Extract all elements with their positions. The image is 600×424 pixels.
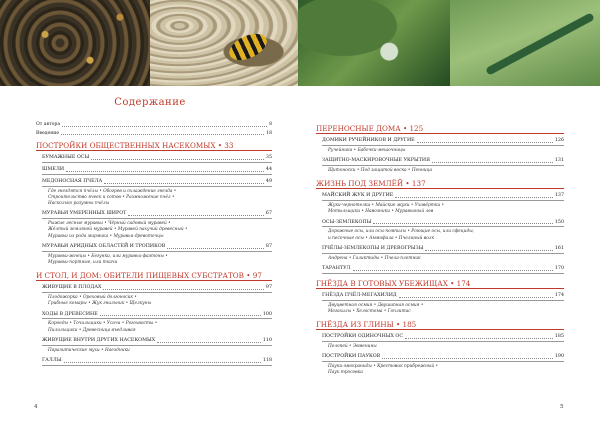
leader-dots — [417, 142, 553, 143]
toc-subitems — [48, 295, 272, 307]
toc-subitem-line: Двуцветная осмия • Двушипная осмия • — [328, 302, 424, 308]
toc-subitem-line: Пауки-эмокраниды • Крестовик прибрежный • — [328, 364, 439, 370]
toc-section-heading — [36, 142, 272, 151]
toc-subitem-line: Рыжие лесные муравьи • Чёрный садовый муравей • — [48, 221, 171, 227]
toc-subsection — [322, 194, 564, 201]
toc-subitem-line: Пилильщики • Древесница въедливая — [48, 327, 136, 333]
section-bullet: • — [243, 271, 253, 281]
leader-dots — [100, 315, 261, 316]
section-title: ГНЁЗДА В ГОТОВЫХ УБЕЖИЩАХ — [316, 278, 448, 288]
toc-subsection — [322, 355, 564, 362]
toc-subsection — [322, 221, 564, 228]
toc-subitems — [48, 221, 272, 240]
leader-dots — [91, 159, 264, 160]
section-title: И СТОЛ, И ДОМ: ОБИТЕЛИ ПИЩЕВЫХ СУБСТРАТОВ — [36, 271, 244, 281]
toc-subitem-line: Муравьи-жнецы • Бегунки, или муравьи-фаэтоны • — [48, 253, 168, 259]
toc-entry-page: 67 — [265, 211, 272, 217]
toc-subitems — [48, 254, 272, 266]
toc-section-heading — [316, 125, 564, 134]
leader-dots — [62, 126, 267, 127]
section-page: 185 — [402, 320, 417, 330]
toc-subitems — [48, 189, 272, 208]
bees-photo — [0, 0, 150, 86]
section-title: ЖИЗНЬ ПОД ЗЕМЛЁЙ — [316, 179, 404, 189]
toc-left-column — [36, 119, 272, 366]
toc-entry-label: От автора — [36, 122, 61, 127]
leader-dots — [405, 338, 553, 339]
toc-entry-label: ХОДЫ В ДРЕВЕСИНЕ — [42, 311, 98, 317]
leader-dots — [103, 289, 264, 290]
toc-subitem-line: Андрена • Галиктиды • Пчела-плотник — [328, 255, 421, 261]
toc-subsection — [322, 159, 564, 166]
toc-subitems — [328, 229, 564, 241]
toc-subitem-line: Паразитические мухи • Наездники — [48, 347, 130, 353]
toc-entry-page: 161 — [554, 245, 564, 251]
toc-subitem-line: Ручейники • Бабочки-мешочницы — [328, 148, 406, 153]
toc-subitems — [48, 348, 272, 354]
toc-entry-page: 18 — [266, 130, 272, 136]
page-number-right: 5 — [560, 404, 564, 410]
leader-dots — [104, 183, 264, 184]
toc-subitem-line: Насколько разумны пчёлы — [48, 201, 110, 207]
toc-subitem-line: Муравьи из рода мирмика • Муравьи-древоточцы — [48, 233, 164, 239]
leader-dots — [128, 215, 264, 216]
toc-subitem-line: Где гнездятся пчёлы • Обогрев и охлаждение гнезда • — [48, 188, 177, 194]
toc-entry-label: ПЧЁЛЫ-ЗЕМЛЕКОПЫ И ДРЕВОГРЫЗЫ — [322, 245, 424, 251]
leader-dots — [382, 358, 553, 359]
toc-subsection — [42, 180, 272, 187]
leader-dots — [157, 342, 261, 343]
leader-dots — [373, 223, 552, 224]
leader-dots — [399, 297, 553, 298]
toc-subsection — [322, 294, 564, 301]
toc-subsection — [42, 339, 272, 346]
toc-entry-label: МАЙСКИЙ ЖУК И ДРУГИЕ — [322, 193, 394, 199]
wasp-icon — [225, 29, 271, 66]
toc-entry-label: БУМАЖНЫЕ ОСЫ — [42, 155, 90, 161]
toc-subsection — [322, 335, 564, 342]
toc-entry-label: Введение — [36, 130, 60, 136]
toc-subitems — [328, 364, 564, 376]
section-bullet: • — [403, 179, 412, 189]
toc-entry-label: ПОСТРОЙКИ ОДИНОЧНЫХ ОС — [322, 334, 404, 340]
toc-section-heading — [36, 272, 272, 281]
toc-entry-page: 87 — [265, 243, 272, 249]
toc-subsection — [42, 359, 272, 366]
toc-entry-page: 35 — [265, 155, 272, 161]
leader-dots — [64, 362, 261, 363]
section-page: 97 — [252, 271, 262, 281]
toc-entry-label: МЕДОНОСНАЯ ПЧЕЛА — [42, 178, 103, 184]
toc-entry-page: 131 — [554, 158, 564, 164]
toc-entry — [36, 123, 272, 128]
toc-subsection — [42, 286, 272, 293]
toc-subitems — [328, 168, 564, 174]
section-page: 125 — [409, 124, 424, 133]
toc-entry-label: ЗАЩИТНО-МАСКИРОВОЧНЫЕ УКРЫТИЯ — [322, 158, 430, 164]
toc-subitem-line: Короеды • Точильщики • Усачи • Рогохвосты • — [48, 321, 158, 327]
toc-entry-page: 170 — [554, 265, 564, 271]
toc-title: Содержание — [114, 97, 186, 108]
page-number-left: 4 — [34, 404, 38, 410]
toc-subsection — [42, 156, 272, 163]
toc-entry-page: 97 — [265, 285, 272, 291]
section-bullet: • — [215, 141, 225, 151]
leader-dots — [425, 250, 553, 251]
toc-subsection — [322, 247, 564, 254]
toc-entry-page: 44 — [265, 167, 272, 173]
toc-entry-page: 137 — [554, 193, 564, 199]
toc-entry-label: МУРАВЬИ АРИДНЫХ ОБЛАСТЕЙ И ТРОПИКОВ — [42, 243, 166, 249]
toc-right-column — [316, 119, 564, 377]
toc-entry-label: ПОСТРОЙКИ ПАУКОВ — [322, 354, 381, 360]
toc-subitems — [328, 148, 564, 154]
toc-subsection — [42, 212, 272, 219]
toc-section-heading — [316, 321, 564, 330]
toc-entry-label: ЖИВУЩИЕ В ПЛОДАХ — [42, 285, 102, 291]
toc-entry-page: 118 — [262, 357, 272, 363]
toc-entry-label: ШМЕЛИ — [42, 167, 65, 173]
section-bullet: • — [447, 278, 457, 288]
leader-dots — [353, 270, 553, 271]
toc-entry-label: ГНЁЗДА ПЧЁЛ-МЕГАХИЛИД — [322, 292, 397, 298]
leader-dots — [395, 197, 553, 198]
leader-dots — [61, 134, 264, 135]
toc-section-heading — [316, 280, 564, 289]
section-title: ПОСТРОЙКИ ОБЩЕСТВЕННЫХ НАСЕКОМЫХ — [36, 141, 216, 151]
toc-subitem-line: Грибные комары • Жук гнильник • Щелкуны — [48, 301, 152, 307]
toc-entry-label: ДОМИКИ РУЧЕЙНИКОВ И ДРУГИЕ — [322, 138, 415, 144]
toc-entry-page: 190 — [554, 354, 564, 360]
toc-entry-label: ТАРАНТУЛ — [322, 265, 351, 271]
toc-entry-page: 174 — [554, 292, 564, 298]
leader-dots — [432, 162, 553, 163]
toc-entry — [36, 132, 272, 137]
toc-entry-page: 126 — [554, 138, 564, 144]
section-bullet: • — [393, 320, 403, 330]
toc-subitem-line: Щитоноски • Под защитой воска • Пенница — [328, 168, 433, 174]
toc-subitem-line: Строительство ячеек и сотов • Размножение пчёл • — [48, 195, 175, 200]
rolled-leaf-icon — [485, 12, 595, 75]
toc-subsection — [42, 168, 272, 175]
toc-subsection — [322, 267, 564, 274]
section-bullet: • — [400, 124, 410, 133]
leaf-roll-photo — [450, 0, 600, 86]
leader-dots — [167, 248, 264, 249]
toc-subitem-line: Мегахилы • Хелостома • Гоплитис — [328, 308, 411, 314]
toc-subitem-line: Плодожорка • Ореховый долгоносик • — [48, 295, 137, 301]
section-page: 174 — [456, 278, 471, 288]
toc-subitems — [48, 321, 272, 333]
toc-entry-page: 110 — [262, 337, 272, 343]
toc-subitem-line: Жуки-чернотелки • Майские жуки • Уховёртки • — [328, 203, 445, 209]
toc-subitem-line: Дорожные осы, или осы-помпилы • Роющие осы, или сфециды, — [328, 229, 475, 235]
toc-subitems — [328, 344, 564, 350]
toc-entry-page: 100 — [262, 311, 272, 317]
photo-strip — [0, 0, 600, 86]
spider-photo — [298, 0, 450, 86]
section-title: ГНЁЗДА ИЗ ГЛИНЫ — [316, 320, 394, 330]
toc-subitems — [328, 203, 564, 215]
wasp-nest-photo — [150, 0, 298, 86]
toc-subitems — [328, 256, 564, 262]
toc-subitem-line: Муравьи-портные, или ткачи — [48, 259, 118, 265]
toc-section-heading — [316, 180, 564, 189]
toc-subitem-line: и песочные осы • Аммофила • Пчелиный волк — [328, 235, 435, 241]
toc-subitem-line: Пелопей • Эвменины — [328, 344, 377, 350]
toc-entry-label: ОСЫ-ЗЕМЛЕКОПЫ — [322, 219, 372, 225]
toc-subitem-line: Жёлтый земляной муравей • Муравей пахучий древесный • — [48, 227, 188, 233]
toc-entry-page: 8 — [269, 122, 272, 127]
toc-entry-page: 185 — [554, 334, 564, 340]
toc-subsection — [42, 245, 272, 252]
section-title: ПЕРЕНОСНЫЕ ДОМА — [316, 124, 401, 133]
toc-entry-page: 49 — [265, 178, 272, 184]
toc-entry-page: 150 — [554, 219, 564, 225]
leader-dots — [66, 171, 264, 172]
toc-subitem-line: Паук тросовка — [328, 370, 363, 376]
toc-entry-label: МУРАВЬИ УМЕРЕННЫХ ШИРОТ — [42, 211, 127, 217]
toc-subsection — [322, 139, 564, 146]
toc-subsection — [42, 313, 272, 320]
toc-entry-label: ЖИВУЩИЕ ВНУТРИ ДРУГИХ НАСЕКОМЫХ — [42, 337, 156, 343]
section-page: 33 — [224, 141, 234, 151]
toc-subitem-line: Мотыльщики • Навозники • Муравьиный лев — [328, 209, 434, 215]
toc-subitems — [328, 303, 564, 315]
toc-entry-label: ГАЛЛЫ — [42, 357, 62, 363]
section-page: 137 — [411, 179, 426, 189]
